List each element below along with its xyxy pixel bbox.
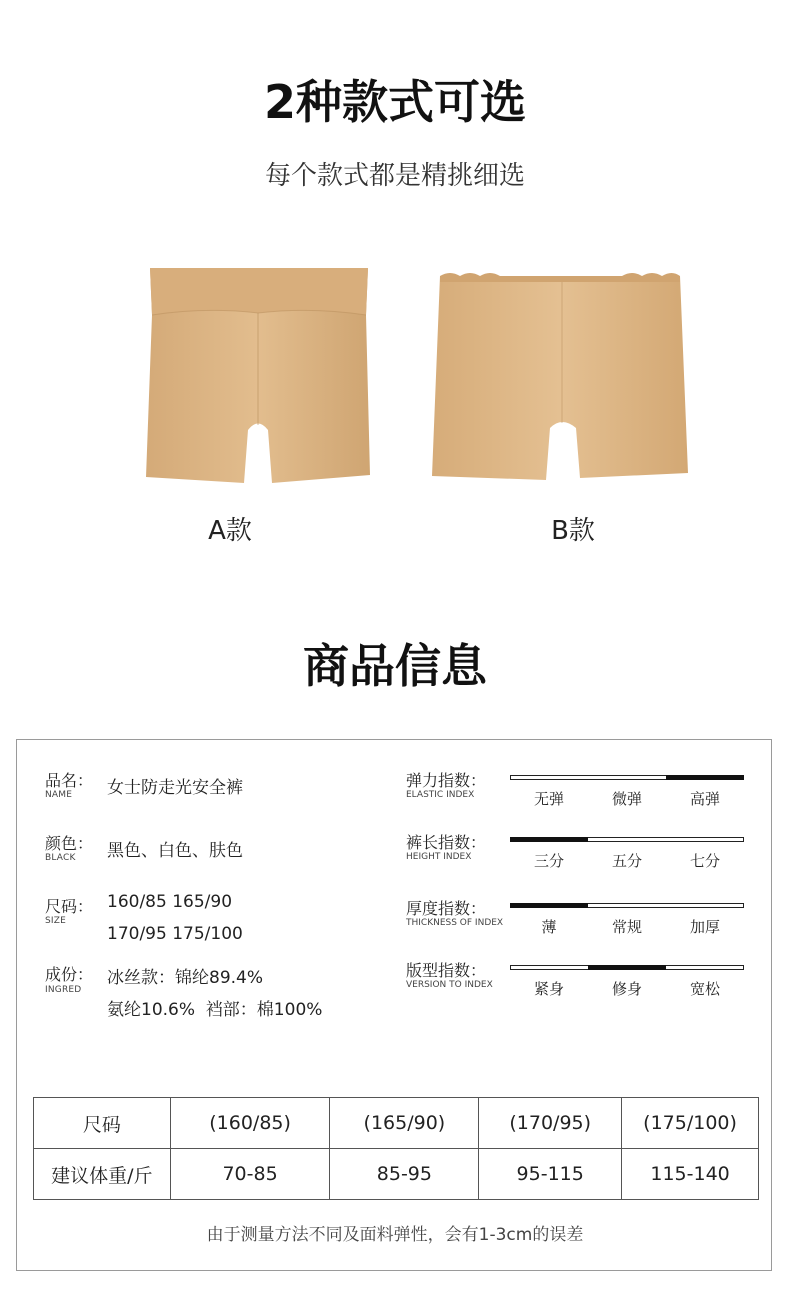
table-cell: 115-140 (622, 1149, 759, 1200)
section-title-styles: 2种款式可选 (263, 75, 526, 129)
index-option: 五分 (611, 852, 642, 870)
index-option: 加厚 (689, 918, 720, 936)
index-label: 版型指数： (406, 961, 487, 980)
index-option: 常规 (611, 918, 642, 936)
spec-en-label: NAME (45, 790, 73, 800)
spec-label: 尺码： (45, 897, 94, 916)
index-label: 厚度指数： (406, 899, 487, 918)
size-table (33, 1097, 759, 1200)
spec-value: 黑色、白色、肤色 (107, 841, 243, 861)
section-subtitle-styles: 每个款式都是精挑细选 (264, 161, 525, 191)
table-cell: 尺码 (34, 1098, 171, 1149)
spec-value: 冰丝款：锦纶89.4% (107, 968, 264, 988)
index-option: 七分 (689, 852, 720, 870)
table-cell: 70-85 (170, 1149, 330, 1200)
table-cell: (170/95) (479, 1098, 622, 1149)
index-bar (510, 775, 744, 780)
index-bar (510, 837, 744, 842)
index-option: 宽松 (689, 980, 720, 998)
spec-value: 160/85 165/90 (107, 892, 233, 912)
index-option: 紧身 (533, 980, 564, 998)
index-en-label: THICKNESS OF INDEX (406, 918, 504, 928)
style-b-label: B款 (551, 516, 595, 546)
index-bar-fill (666, 775, 744, 780)
spec-label: 成份： (45, 965, 94, 984)
shorts-a-image (140, 265, 380, 490)
index-bar-fill (588, 965, 666, 970)
spec-value: 女士防走光安全裤 (107, 778, 243, 798)
spec-en-label: BLACK (45, 853, 76, 863)
measurement-note: 由于测量方法不同及面料弹性，会有1-3cm的误差 (206, 1225, 584, 1245)
product-info-title: 商品信息 (303, 639, 487, 693)
table-cell: (160/85) (170, 1098, 330, 1149)
index-bar (510, 903, 744, 908)
index-label: 弹力指数： (406, 771, 487, 790)
spec-en-label: INGRED (45, 985, 82, 995)
index-option: 修身 (611, 980, 642, 998)
spec-en-label: SIZE (45, 916, 67, 926)
spec-label: 品名： (45, 771, 94, 790)
index-option: 三分 (533, 852, 564, 870)
table-row (34, 1098, 759, 1149)
table-cell: 建议体重/斤 (34, 1149, 171, 1200)
table-cell: (175/100) (622, 1098, 759, 1149)
shorts-b-image (430, 268, 692, 488)
spec-value: 170/95 175/100 (107, 924, 243, 944)
index-bar (510, 965, 744, 970)
index-bar-fill (510, 837, 588, 842)
index-option: 薄 (541, 918, 557, 936)
table-cell: 85-95 (330, 1149, 479, 1200)
index-option: 无弹 (533, 790, 564, 808)
table-cell: (165/90) (330, 1098, 479, 1149)
index-en-label: VERSION TO INDEX (406, 980, 493, 990)
index-label: 裤长指数： (406, 833, 487, 852)
table-row (34, 1149, 759, 1200)
table-cell: 95-115 (479, 1149, 622, 1200)
spec-value: 氨纶10.6% 裆部：棉100% (107, 1000, 323, 1020)
index-en-label: ELASTIC INDEX (406, 790, 475, 800)
style-a-label: A款 (208, 516, 252, 546)
index-en-label: HEIGHT INDEX (406, 852, 472, 862)
index-option: 微弹 (611, 790, 642, 808)
spec-label: 颜色： (45, 834, 94, 853)
index-option: 高弹 (689, 790, 720, 808)
index-bar-fill (510, 903, 588, 908)
